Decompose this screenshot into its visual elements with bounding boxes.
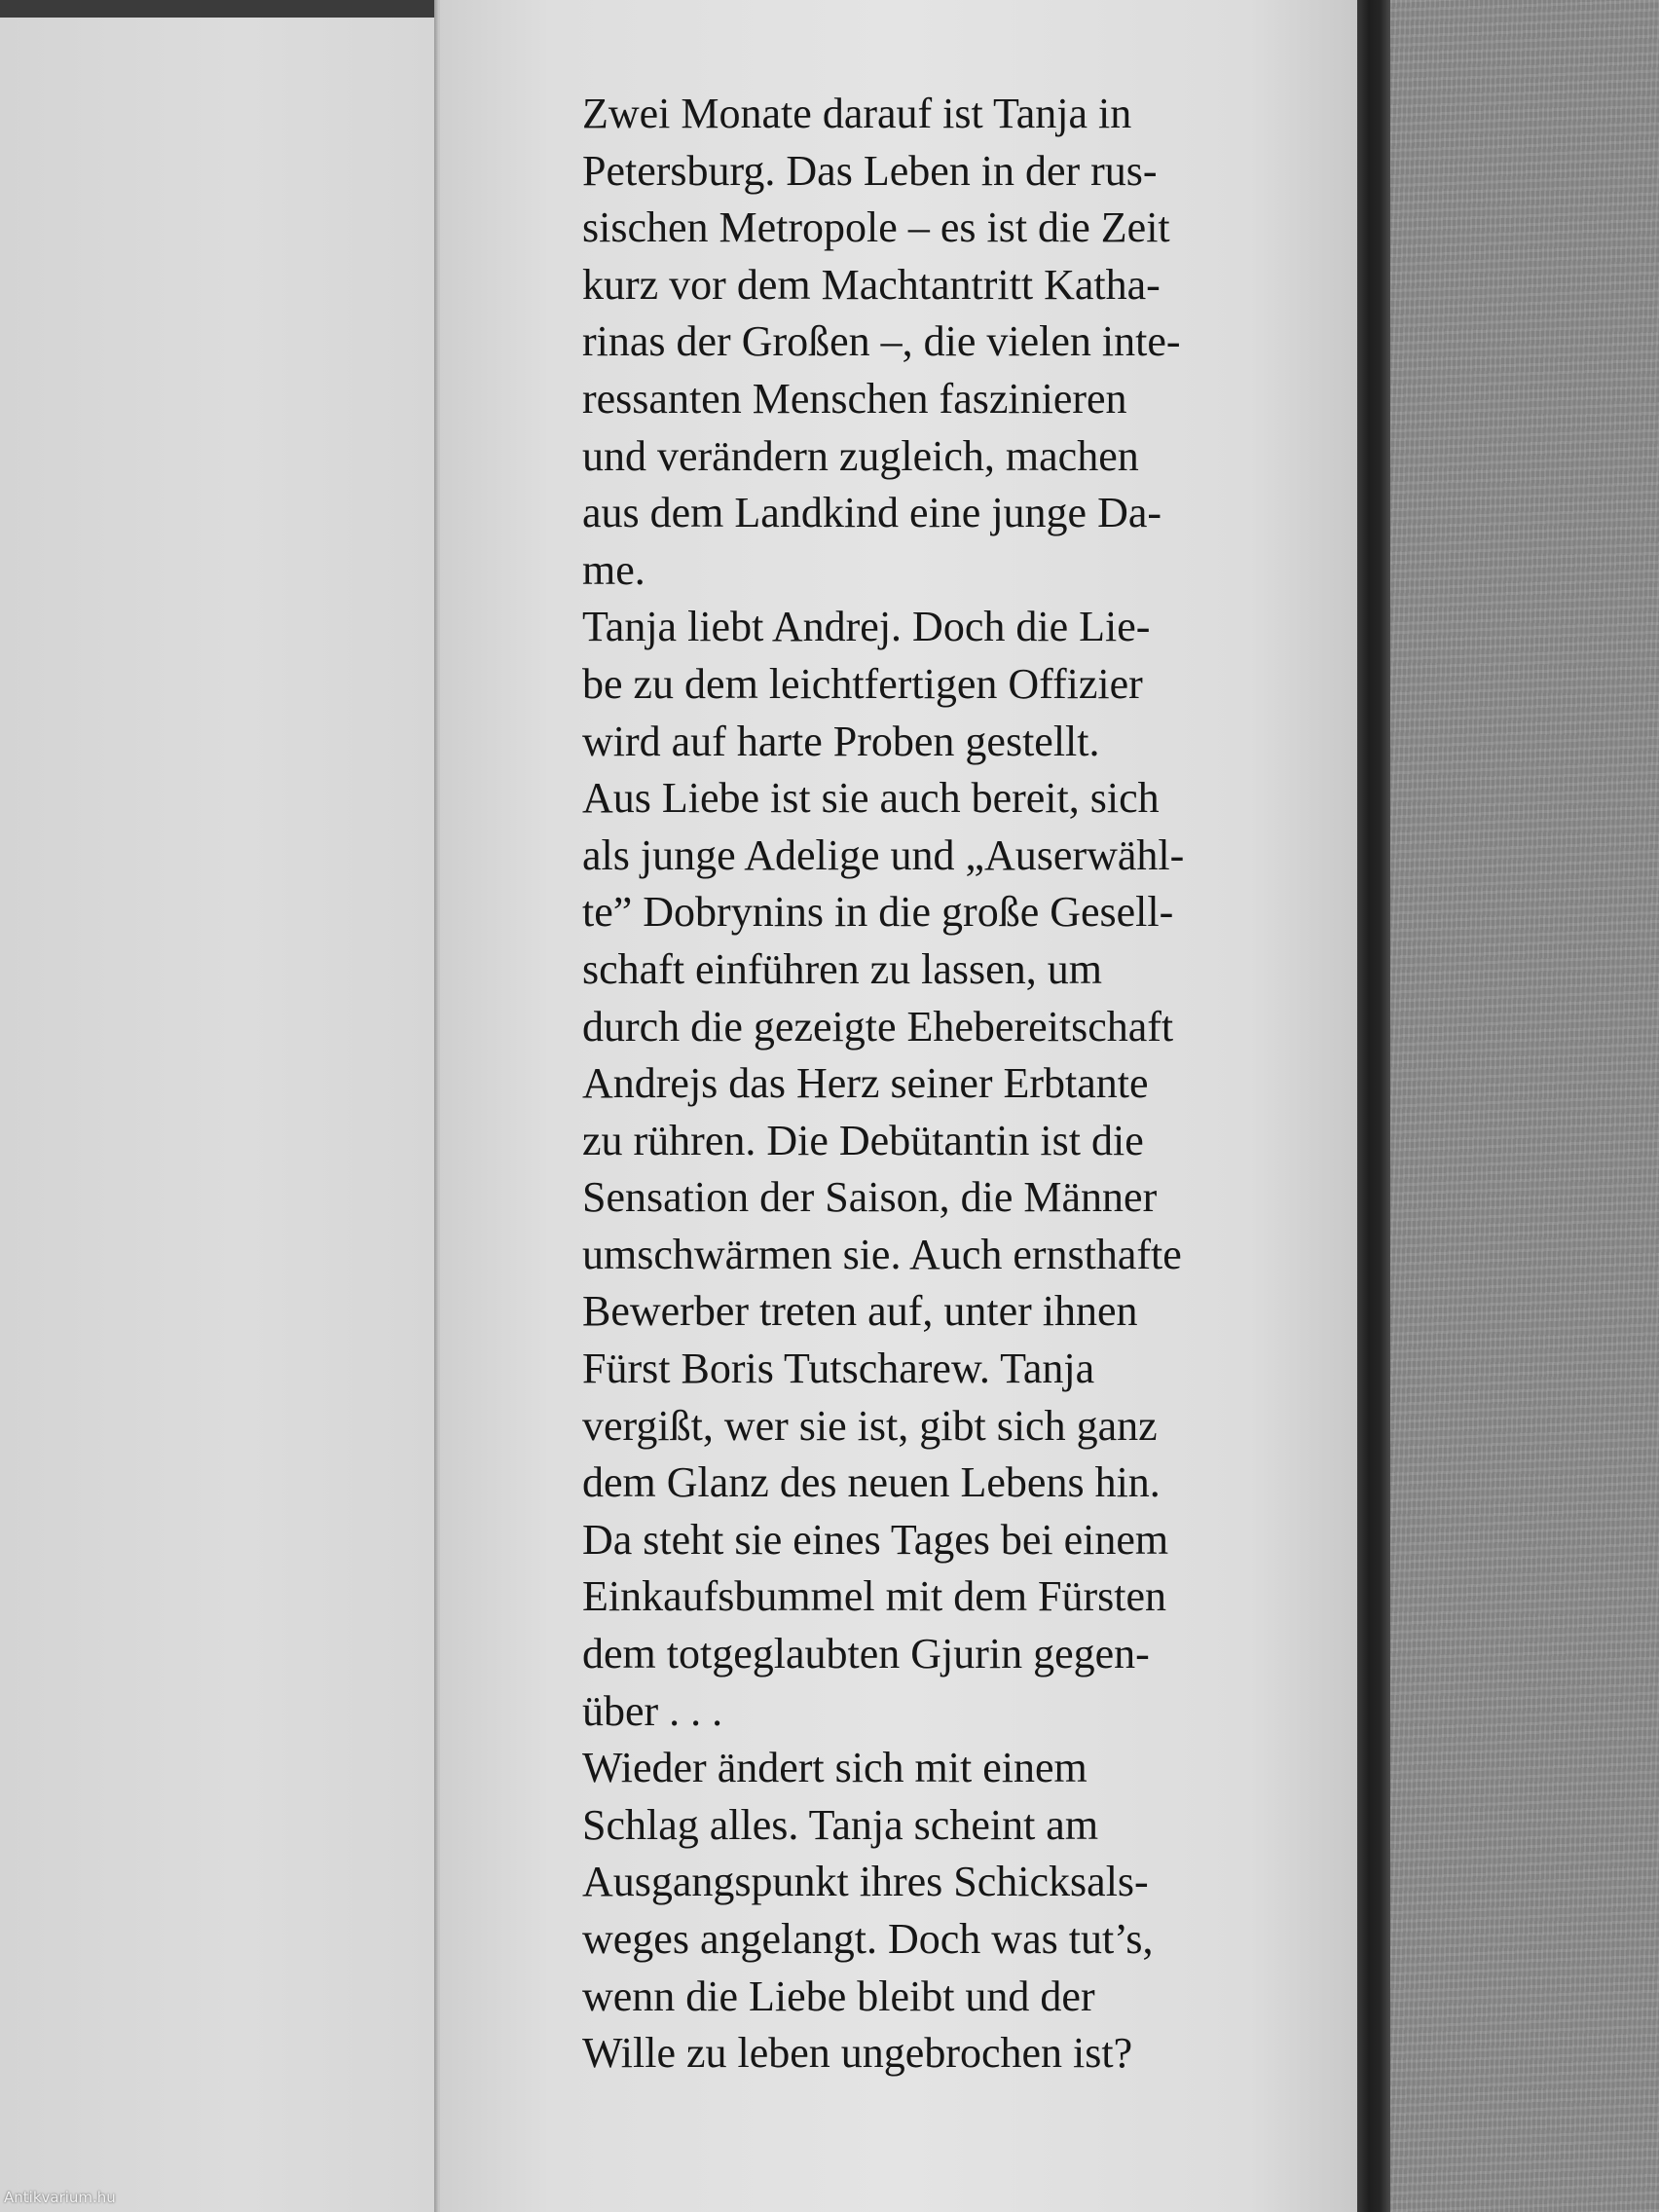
blurb-line: Aus Liebe ist sie auch bereit, sich [582,774,1160,823]
background-cloth [1390,0,1659,2212]
blurb-line: wird auf harte Proben gestellt. [582,717,1100,765]
blurb-line: rinas der Großen –, die vielen inte- [582,317,1181,366]
blurb-line: weges angelangt. Doch was tut’s, [582,1915,1154,1963]
blurb-line: schaft einführen zu lassen, um [582,944,1102,993]
blurb-line: dem totgeglaubten Gjurin gegen- [582,1630,1150,1678]
blurb-line: als junge Adelige und „Auserwähl- [582,830,1185,879]
blurb-line: Andrejs das Herz seiner Erbtante [582,1059,1149,1108]
blurb-line: Sensation der Saison, die Männer [582,1173,1158,1222]
blurb-line: sischen Metropole – es ist die Zeit [582,203,1170,252]
blurb-line: kurz vor dem Machtantritt Katha- [582,260,1161,309]
blurb-line: Da steht sie eines Tages bei einem [582,1515,1169,1564]
blurb-line: Petersburg. Das Leben in der rus- [582,146,1158,195]
blurb-line: Schlag alles. Tanja scheint am [582,1800,1099,1849]
blurb-line: Zwei Monate darauf ist Tanja in [582,90,1132,137]
blurb-line: über . . . [582,1686,723,1735]
left-flap-page [0,18,436,2212]
blurb-line: te” Dobrynins in die große Gesell- [582,888,1174,937]
blurb-line: und verändern zugleich, machen [582,431,1139,480]
blurb-line: Tanja liebt Andrej. Doch die Lie- [582,603,1151,651]
blurb-line: Fürst Boris Tutscharew. Tanja [582,1345,1095,1393]
book-board-edge [1357,0,1390,2212]
blurb-line: Wille zu leben ungebrochen ist? [582,2029,1133,2078]
blurb-line: umschwärmen sie. Auch ernsthafte [582,1230,1182,1278]
blurb-line: dem Glanz des neuen Lebens hin. [582,1458,1161,1507]
watermark-text: Antikvarium.hu [4,2189,116,2206]
blurb-line: be zu dem leichtfertigen Offizier [582,659,1143,708]
blurb-line: Ausgangspunkt ihres Schicksals- [582,1858,1149,1906]
blurb-line: vergißt, wer sie ist, gibt sich ganz [582,1401,1158,1450]
blurb-line: Einkaufsbummel mit dem Fürsten [582,1572,1167,1621]
blurb-line: Bewerber treten auf, unter ihnen [582,1287,1138,1336]
blurb-line: ressanten Menschen faszinieren [582,374,1127,423]
blurb-line: me. [582,545,645,594]
blurb-text [582,86,1283,2083]
blurb-line: wenn die Liebe bleibt und der [582,1972,1095,2020]
top-cover-strip [0,0,438,18]
blurb-line: durch die gezeigte Ehebereitschaft [582,1002,1174,1051]
blurb-line: aus dem Landkind eine junge Da- [582,489,1162,537]
blurb-line: zu rühren. Die Debütantin ist die [582,1116,1144,1164]
blurb-line: Wieder ändert sich mit einem [582,1744,1088,1792]
